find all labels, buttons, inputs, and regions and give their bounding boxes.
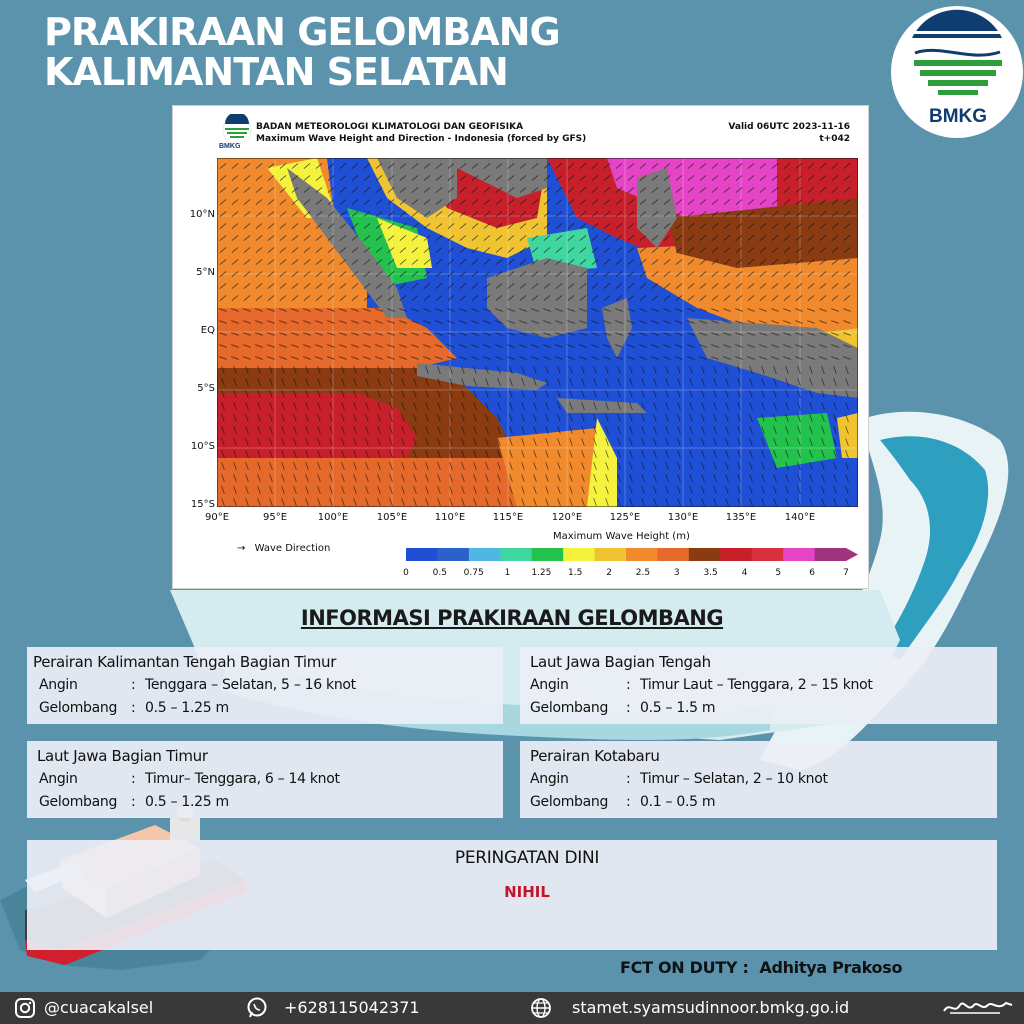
info-section-title: INFORMASI PRAKIRAAN GELOMBANG	[300, 606, 724, 630]
wave-label: Gelombang	[39, 700, 118, 716]
colorbar-segment	[689, 548, 721, 561]
wind-value: Timur Laut – Tenggara, 2 – 15 knot	[640, 677, 873, 693]
colorbar-extend-arrow	[846, 548, 858, 561]
early-warning-title: PERINGATAN DINI	[454, 848, 600, 868]
globe-icon	[530, 997, 552, 1019]
colorbar-tick-label: 6	[809, 568, 815, 578]
region-box-jawa-tengah	[520, 647, 997, 724]
lon-label-105e: 105°E	[376, 512, 408, 523]
wave-label: Gelombang	[530, 700, 609, 716]
wind-value: Tenggara – Selatan, 5 – 16 knot	[145, 677, 356, 693]
duty-name: Adhitya Prakoso	[759, 958, 903, 977]
wind-colon: :	[131, 677, 136, 693]
wind-value: Timur– Tenggara, 6 – 14 knot	[145, 771, 340, 787]
lon-label-130e: 130°E	[667, 512, 699, 523]
footer-bar	[0, 992, 1024, 1024]
lat-label-5n: 5°N	[196, 267, 215, 278]
colorbar-segment	[752, 548, 784, 561]
wave-value: 0.5 – 1.25 m	[145, 700, 229, 716]
colorbar-tick-label: 0.75	[463, 568, 484, 578]
wave-direction-legend	[237, 543, 330, 554]
wave-value: 0.5 – 1.5 m	[640, 700, 716, 716]
lon-label-90e: 90°E	[204, 512, 230, 523]
instagram-icon	[14, 997, 36, 1019]
wave-colon: :	[131, 794, 136, 810]
colorbar-tick-label: 1.25	[531, 568, 552, 578]
wind-colon: :	[626, 677, 631, 693]
map-subtitle: Maximum Wave Height and Direction - Indonesia (forced by GFS)	[256, 134, 587, 144]
colorbar-segment	[720, 548, 752, 561]
wind-label: Angin	[39, 771, 78, 787]
lon-label-120e: 120°E	[551, 512, 583, 523]
signature-icon	[940, 997, 1016, 1019]
wave-label: Gelombang	[39, 794, 118, 810]
colorbar-tick-label: 2	[606, 568, 612, 578]
colorbar-tick-label: 3.5	[703, 568, 718, 578]
wave-colon: :	[626, 794, 631, 810]
map-agency: BADAN METEOROLOGI KLIMATOLOGI DAN GEOFISIKA	[256, 122, 524, 132]
wind-label: Angin	[39, 677, 78, 693]
lon-label-125e: 125°E	[609, 512, 641, 523]
phone-number[interactable]: +628115042371	[284, 998, 420, 1017]
lat-label-eq: EQ	[200, 325, 215, 336]
colorbar-title: Maximum Wave Height (m)	[553, 531, 690, 542]
colorbar-segment	[563, 548, 595, 561]
lon-label-140e: 140°E	[784, 512, 816, 523]
colorbar	[406, 548, 858, 561]
colorbar-tick-label: 0.5	[432, 568, 447, 578]
whatsapp-icon	[246, 997, 268, 1019]
lat-label-15s: 15°S	[190, 499, 215, 510]
wave-colon: :	[626, 700, 631, 716]
colorbar-segment	[815, 548, 847, 561]
colorbar-tick-label: 0	[403, 568, 409, 578]
forecaster-on-duty	[620, 958, 902, 977]
map-valid-time: Valid 06UTC 2023-11-16	[728, 122, 850, 132]
colorbar-segment	[783, 548, 815, 561]
colorbar-segment	[532, 548, 564, 561]
wave-direction-label: Wave Direction	[254, 543, 331, 554]
region-box-kotabaru	[520, 741, 997, 818]
page-title	[44, 12, 560, 92]
colorbar-tick-label: 3	[673, 568, 680, 578]
wind-label: Angin	[530, 677, 569, 693]
colorbar-tick-label: 1	[504, 568, 511, 578]
colorbar-tick-label: 1.5	[568, 568, 583, 578]
wave-value: 0.5 – 1.25 m	[145, 794, 229, 810]
bmkg-logo-label: BMKG	[928, 106, 988, 127]
lat-label-5s: 5°S	[197, 383, 215, 394]
colorbar-tick-label: 4	[741, 568, 748, 578]
arrow-right-icon: →	[237, 543, 246, 554]
wind-colon: :	[131, 771, 136, 787]
wind-value: Timur – Selatan, 2 – 10 knot	[640, 771, 828, 787]
wave-map-card	[172, 105, 869, 589]
wind-colon: :	[626, 771, 631, 787]
colorbar-segment	[595, 548, 627, 561]
region-name: Perairan Kotabaru	[530, 747, 660, 765]
bmkg-logo	[890, 0, 1024, 150]
colorbar-segment	[657, 548, 689, 561]
lat-label-10s: 10°S	[190, 441, 215, 452]
region-name: Laut Jawa Bagian Tengah	[530, 653, 711, 671]
colorbar-segment	[437, 548, 469, 561]
colorbar-tick-label: 2.5	[635, 568, 651, 578]
map-logo-label: BMKG	[219, 143, 241, 150]
duty-label: FCT ON DUTY :	[620, 958, 749, 977]
region-name: Perairan Kalimantan Tengah Bagian Timur	[33, 653, 337, 671]
wave-label: Gelombang	[530, 794, 609, 810]
instagram-handle[interactable]: @cuacakalsel	[44, 998, 154, 1017]
colorbar-tick-label: 5	[775, 568, 782, 578]
title-line-1: PRAKIRAAN GELOMBANG	[44, 10, 560, 54]
region-box-kalteng-timur	[27, 647, 503, 724]
map-forecast-step: t+042	[819, 134, 850, 144]
lon-label-115e: 115°E	[492, 512, 524, 523]
title-line-2: KALIMANTAN SELATAN	[44, 50, 508, 94]
colorbar-segment	[626, 548, 658, 561]
wave-colon: :	[131, 700, 136, 716]
map-header	[173, 106, 870, 162]
wave-height-map	[217, 158, 858, 507]
early-warning-value: NIHIL	[504, 883, 550, 901]
colorbar-segment	[469, 548, 501, 561]
colorbar-segment	[406, 548, 438, 561]
region-box-jawa-timur	[27, 741, 503, 818]
lon-label-100e: 100°E	[317, 512, 349, 523]
wave-value: 0.1 – 0.5 m	[640, 794, 716, 810]
region-name: Laut Jawa Bagian Timur	[37, 747, 208, 765]
colorbar-segment	[500, 548, 532, 561]
early-warning-box	[27, 840, 997, 950]
lat-label-10n: 10°N	[189, 209, 215, 220]
lon-label-135e: 135°E	[725, 512, 757, 523]
lon-label-110e: 110°E	[434, 512, 466, 523]
lon-label-95e: 95°E	[262, 512, 288, 523]
website-link[interactable]: stamet.syamsudinnoor.bmkg.go.id	[572, 998, 850, 1017]
wind-label: Angin	[530, 771, 569, 787]
colorbar-tick-label: 7	[843, 568, 849, 578]
